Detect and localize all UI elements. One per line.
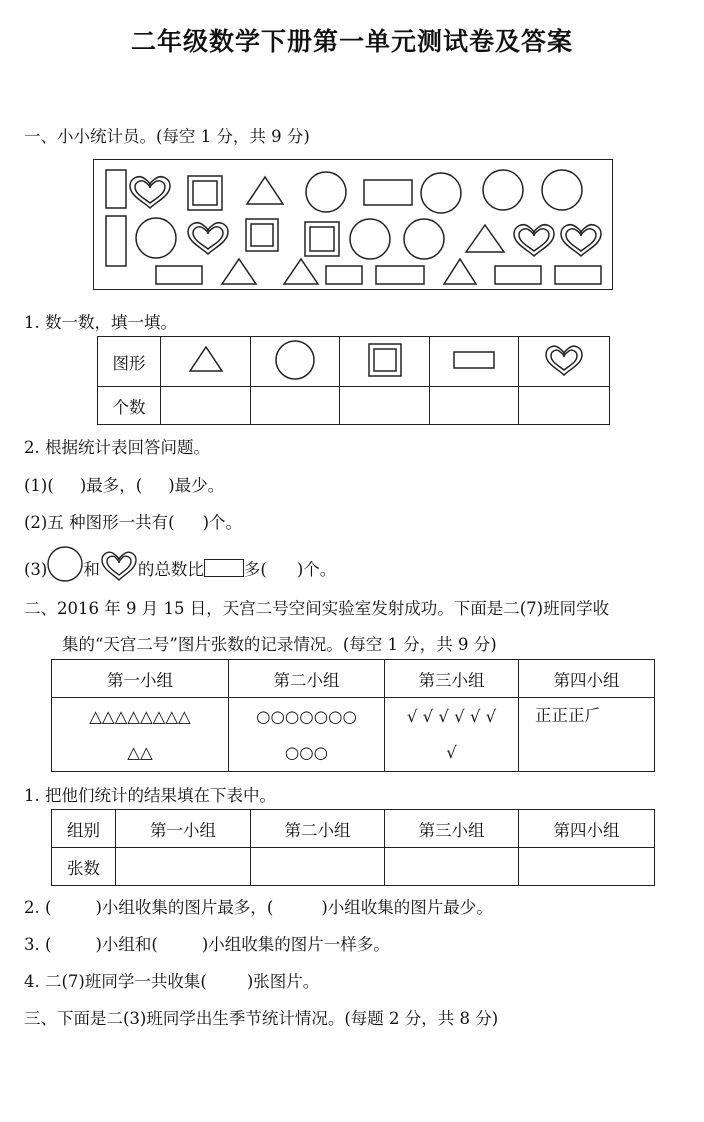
rectangle-shape	[106, 216, 126, 266]
circle-shape	[483, 170, 523, 210]
q-text: )小组和(	[95, 935, 158, 954]
rectangle-icon	[204, 559, 244, 577]
result-table	[51, 809, 655, 886]
section2-heading-line2: 集的“天宫二号”图片张数的记录情况。(每空 1 分，共 9 分)	[62, 635, 497, 654]
circle-icon	[273, 338, 317, 382]
question-1-2-3	[24, 545, 336, 583]
circle-shape	[542, 170, 582, 210]
row-label-count: 个数	[98, 387, 161, 425]
rectangle-shape	[495, 266, 541, 284]
q-text: 和	[83, 560, 100, 579]
tally-cell	[385, 698, 519, 772]
shapes-picture-box	[93, 159, 613, 290]
circle-shape	[350, 219, 390, 259]
heart-count-cell[interactable]	[519, 387, 610, 425]
triangle-shape	[222, 259, 256, 284]
q-text: )最多，(	[79, 476, 143, 495]
q-text: (1)(	[24, 476, 54, 495]
rectangle-header-cell	[430, 337, 519, 387]
section2-heading-line1: 二、2016 年 9 月 15 日，天宫二号空间实验室发射成功。下面是二(7)班同学收	[24, 599, 610, 618]
question-1-1: 1. 数一数，填一填。	[24, 313, 177, 332]
group-header: 第三小组	[385, 660, 519, 698]
table-row	[52, 698, 655, 772]
group-header: 第四小组	[519, 660, 655, 698]
question-1-2: 2. 根据统计表回答问题。	[24, 438, 210, 457]
circle-header-cell	[251, 337, 340, 387]
count-cell[interactable]	[519, 848, 655, 886]
tally-cell	[52, 698, 229, 772]
section1-heading: 一、小小统计员。(每空 1 分，共 9 分)	[24, 127, 310, 146]
shape-count-table	[97, 336, 610, 425]
q-text: )小组收集的图片最少。	[321, 898, 493, 917]
table-row	[98, 387, 610, 425]
group-header: 第二小组	[251, 810, 385, 848]
rectangle-shape	[326, 266, 362, 284]
heart-header-cell	[519, 337, 610, 387]
tally-line: △△	[127, 742, 153, 762]
tally-line: √	[446, 742, 457, 762]
triangle-icon	[186, 345, 226, 375]
heart-shape	[130, 177, 170, 208]
square-shape	[305, 222, 339, 256]
tally-line: ○○○	[284, 742, 329, 762]
group-header: 第三小组	[385, 810, 519, 848]
tally-line: ○○○○○○○	[256, 706, 357, 726]
group-header: 第一小组	[52, 660, 229, 698]
triangle-shape	[247, 177, 283, 204]
group-header: 第二小组	[229, 660, 385, 698]
table-row	[52, 660, 655, 698]
rectangle-count-cell[interactable]	[430, 387, 519, 425]
square-header-cell	[340, 337, 430, 387]
row-label-count: 张数	[52, 848, 116, 886]
rectangle-shape	[376, 266, 424, 284]
question-1-2-2	[24, 509, 242, 533]
triangle-shape	[284, 259, 318, 284]
q-text: 多(	[243, 560, 267, 579]
circle-shape	[421, 173, 461, 213]
q-text: (2)五 种图形一共有(	[24, 513, 175, 532]
row-label-shape: 图形	[98, 337, 161, 387]
tally-line: △△△△△△△△	[89, 706, 191, 726]
q-text: (3)	[24, 560, 48, 579]
circle-shape	[404, 219, 444, 259]
rectangle-shape	[555, 266, 601, 284]
circle-count-cell[interactable]	[251, 387, 340, 425]
count-cell[interactable]	[385, 848, 519, 886]
heart-shape	[188, 223, 228, 254]
tally-table	[51, 659, 655, 772]
heart-shape	[514, 225, 554, 256]
q-text: 的总数比	[137, 560, 204, 579]
count-cell[interactable]	[116, 848, 251, 886]
heart-icon	[100, 549, 138, 583]
q-text: )小组收集的图片一样多。	[201, 935, 390, 954]
q-text: )个。	[202, 513, 242, 532]
tally-cell	[519, 698, 655, 772]
rectangle-icon	[452, 349, 496, 371]
col-header-group: 组别	[52, 810, 116, 848]
rectangle-shape	[106, 170, 126, 208]
tally-line: 正正正𠂆	[535, 706, 601, 725]
count-cell[interactable]	[251, 848, 385, 886]
question-2-1: 1. 把他们统计的结果填在下表中。	[24, 786, 276, 805]
triangle-header-cell	[161, 337, 251, 387]
square-shape	[246, 219, 278, 251]
triangle-shape	[444, 259, 476, 284]
heart-shape	[561, 225, 601, 256]
question-2-4	[24, 968, 319, 992]
q-text: 3. (	[24, 935, 52, 954]
tally-cell	[229, 698, 385, 772]
question-2-2	[24, 894, 493, 918]
square-icon	[367, 342, 403, 378]
q-text: 4. 二(7)班同学一共收集(	[24, 972, 207, 991]
circle-icon	[47, 545, 83, 583]
triangle-shape	[466, 225, 504, 252]
section3-heading: 三、下面是二(3)班同学出生季节统计情况。(每题 2 分，共 8 分)	[24, 1009, 499, 1028]
group-header: 第四小组	[519, 810, 655, 848]
square-count-cell[interactable]	[340, 387, 430, 425]
triangle-count-cell[interactable]	[161, 387, 251, 425]
table-row	[52, 810, 655, 848]
circle-shape	[136, 218, 176, 258]
question-2-3	[24, 931, 390, 955]
q-text: 2. (	[24, 898, 52, 917]
q-text: )个。	[296, 560, 337, 579]
circle-shape	[306, 172, 346, 212]
q-text: )张图片。	[246, 972, 320, 991]
heart-icon	[542, 342, 586, 378]
square-shape	[188, 176, 222, 210]
question-1-2-1	[24, 472, 224, 496]
group-header: 第一小组	[116, 810, 251, 848]
shapes-picture	[94, 160, 614, 291]
table-row	[52, 848, 655, 886]
table-row	[98, 337, 610, 387]
tally-line: √ √ √ √ √ √	[406, 706, 497, 726]
rectangle-shape	[364, 180, 412, 205]
page-title: 二年级数学下册第一单元测试卷及答案	[130, 27, 573, 56]
rectangle-shape	[156, 266, 202, 284]
q-text: )最少。	[168, 476, 225, 495]
q-text: )小组收集的图片最多，(	[95, 898, 274, 917]
